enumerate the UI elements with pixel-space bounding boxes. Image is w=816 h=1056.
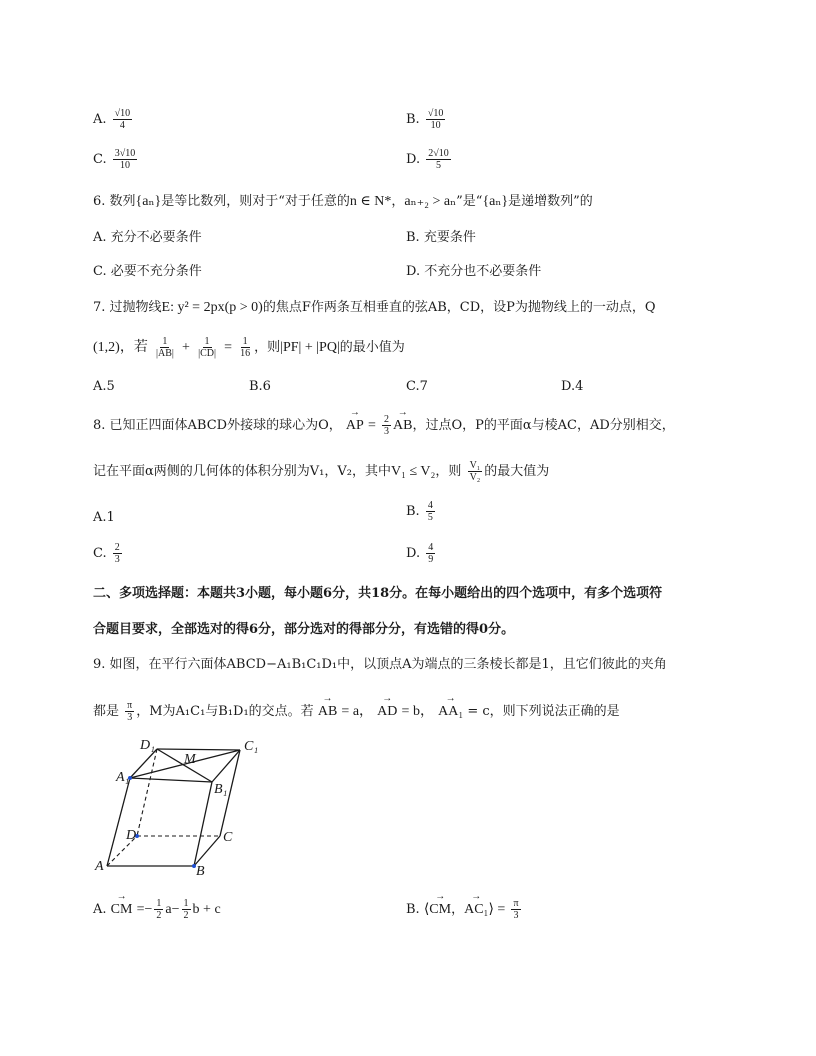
text: ，则 xyxy=(254,340,281,355)
fraction xyxy=(182,898,191,921)
q6-option-a: A. 充分不必要条件 xyxy=(93,230,202,245)
option-label: C. xyxy=(93,546,107,561)
text: ， xyxy=(391,194,405,209)
fraction xyxy=(196,336,218,359)
q7-stem-line1 xyxy=(93,300,656,317)
vector: → AA₁ xyxy=(438,704,463,721)
option-label: D. xyxy=(406,546,421,561)
fraction xyxy=(154,898,163,921)
edge-b-b1 xyxy=(194,782,212,866)
label-d1: D₁ xyxy=(140,738,155,753)
edge-b-c xyxy=(194,836,220,866)
vector: → CM xyxy=(429,902,451,919)
denominator: 10 xyxy=(120,160,131,171)
fraction xyxy=(154,336,176,359)
numerator: π xyxy=(513,898,519,909)
q8-stem-line1 xyxy=(93,414,675,437)
math: {aₙ} xyxy=(482,194,509,209)
denominator: 5 xyxy=(435,160,441,171)
parallelepiped-figure xyxy=(90,735,270,880)
fraction xyxy=(238,336,252,359)
fraction xyxy=(113,542,122,565)
label-d: D xyxy=(126,828,137,843)
numerator: 4 xyxy=(428,542,434,553)
option-label: C. xyxy=(93,152,107,167)
vector: → AP xyxy=(346,418,364,435)
option-label: B. xyxy=(406,504,420,519)
q6-option-b: B. 充要条件 xyxy=(406,230,476,245)
denominator: 3 xyxy=(127,712,133,723)
math: {aₙ} xyxy=(135,194,162,209)
math: b + c xyxy=(192,902,221,917)
option-label: A. xyxy=(93,902,107,917)
fraction xyxy=(125,700,134,723)
numerator: 1 xyxy=(242,336,248,347)
q6-option-d: D. 不充分也不必要条件 xyxy=(406,264,542,279)
denominator: |CD| xyxy=(198,348,216,359)
q5-option-c xyxy=(93,148,139,171)
operator: = xyxy=(367,418,376,433)
denominator: 4 xyxy=(119,120,125,131)
q8-stem-line2 xyxy=(93,460,549,483)
fraction xyxy=(426,148,451,171)
denominator: 3 xyxy=(114,554,120,565)
math: E: y² = 2px(p > 0) xyxy=(161,300,263,315)
q9-option-b xyxy=(406,898,523,921)
numerator: 1 xyxy=(156,898,162,909)
numerator: 2 xyxy=(114,542,120,553)
denominator: 3 xyxy=(513,910,519,921)
numerator: 1 xyxy=(162,336,168,347)
q7-option-c: C.7 xyxy=(406,379,428,394)
fraction xyxy=(426,500,435,523)
math: = a， xyxy=(341,704,374,719)
fraction xyxy=(113,108,133,131)
label-c: C xyxy=(223,830,233,845)
section-heading-line1: 二、多项选择题：本题共3小题，每小题6分，共18分。在每小题给出的四个选项中，有多个选项符 xyxy=(93,586,663,601)
denominator: 16 xyxy=(240,348,251,359)
edge-a1-d1 xyxy=(130,749,157,778)
q9-option-a xyxy=(93,898,221,921)
operator: ⟨ xyxy=(423,902,430,917)
text: ，则 xyxy=(435,464,462,479)
numerator: 1 xyxy=(183,898,189,909)
q5-option-a xyxy=(93,108,134,131)
option-label: B. xyxy=(406,112,420,127)
numerator: 1 xyxy=(204,336,210,347)
text: 是递增数列”的 xyxy=(508,194,593,209)
text: 7. 过抛物线 xyxy=(93,300,162,315)
numerator: 2√10 xyxy=(428,148,449,159)
fraction xyxy=(426,108,446,131)
q9-stem-line2 xyxy=(93,700,620,723)
operator: + xyxy=(182,340,190,355)
q7-option-b: B.6 xyxy=(249,379,271,394)
math: V₁ ≤ V₂ xyxy=(390,464,436,479)
fraction xyxy=(426,542,435,565)
denominator: 10 xyxy=(430,120,441,131)
text: = c，则下列说法正确的是 xyxy=(467,704,620,719)
label-b1: B₁ xyxy=(214,782,228,797)
text: 记在平面α两侧的几何体的体积分别为V₁，V₂，其中 xyxy=(93,464,391,479)
numerator: √10 xyxy=(427,108,444,119)
denominator: 2 xyxy=(156,910,162,921)
vector: → AB xyxy=(318,704,337,721)
math: aₙ₊₂ > aₙ xyxy=(404,194,457,209)
text: 的最小值为 xyxy=(339,340,405,355)
text: 6. 数列 xyxy=(93,194,136,209)
text: 都是 xyxy=(93,704,120,719)
q5-option-b xyxy=(406,108,447,131)
label-a: A xyxy=(95,859,104,874)
label-b: B xyxy=(196,864,205,879)
math: |PF| + |PQ| xyxy=(280,340,340,355)
q5-option-d xyxy=(406,148,453,171)
operator: = xyxy=(224,340,233,355)
math: = b， xyxy=(401,704,434,719)
section-heading-line2: 合题目要求，全部选对的得6分，部分选对的得部分分，有选错的得0分。 xyxy=(93,622,515,637)
text: 的焦点F作两条互相垂直的弦AB，CD，设P为抛物线上的一动点，Q xyxy=(262,300,656,315)
operator: − xyxy=(171,902,180,917)
edge-d1-c1 xyxy=(157,749,240,750)
text: 的最大值为 xyxy=(484,464,550,479)
vector: → AD xyxy=(377,704,397,721)
edge-a1-b1 xyxy=(130,778,212,782)
q8-option-c xyxy=(93,542,124,565)
q8-option-d xyxy=(406,542,437,565)
numerator: 4 xyxy=(427,500,433,511)
operator: ⟩ = xyxy=(488,902,506,917)
hidden-edge-d-d1 xyxy=(137,749,157,836)
text: 8. 已知正四面体ABCD外接球的球心为O， xyxy=(93,418,342,433)
denominator: 5 xyxy=(427,512,433,523)
text: ，过点O，P的平面α与棱AC，AD分别相交， xyxy=(412,418,675,433)
text: (1,2)，若 xyxy=(93,340,148,355)
denominator: |AB| xyxy=(155,348,174,359)
label-m: M xyxy=(184,752,196,767)
fraction xyxy=(511,898,520,921)
fraction xyxy=(468,460,483,483)
fraction xyxy=(382,414,391,437)
q9-stem-line1: 9. 如图，在平行六面体ABCD−A₁B₁C₁D₁中，以顶点A为端点的三条棱长都是1，且它们彼此的夹角 xyxy=(93,657,667,672)
denominator: 9 xyxy=(428,554,434,565)
numerator: π xyxy=(127,700,133,711)
text: 是等比数列，则对于“对于任意的 xyxy=(161,194,350,209)
q6-stem xyxy=(93,194,593,211)
option-label: B. xyxy=(406,902,420,917)
operator: = xyxy=(136,902,145,917)
denominator: 2 xyxy=(183,910,189,921)
q7-option-d: D.4 xyxy=(561,379,584,394)
q8-option-a: A.1 xyxy=(93,510,115,525)
vector: → AB xyxy=(393,418,412,435)
text: ，M为A₁C₁与B₁D₁的交点。若 xyxy=(136,704,314,719)
q7-option-a: A.5 xyxy=(93,379,115,394)
q8-option-b xyxy=(406,500,437,523)
math: n ∈ N* xyxy=(349,194,392,209)
q6-option-c: C. 必要不充分条件 xyxy=(93,264,202,279)
option-label: A. xyxy=(93,112,107,127)
numerator: √10 xyxy=(114,108,131,119)
edge-a-a1 xyxy=(107,778,130,866)
numerator: 2 xyxy=(383,414,389,425)
numerator: V₁ xyxy=(469,460,481,471)
denominator: V₂ xyxy=(469,472,481,483)
q7-stem-line2 xyxy=(93,336,405,359)
denominator: 3 xyxy=(383,426,389,437)
text: ， xyxy=(451,902,465,917)
math: a xyxy=(165,902,172,917)
option-label: D. xyxy=(406,152,421,167)
text: ”是“ xyxy=(456,194,483,209)
label-a1: A₁ xyxy=(116,770,130,785)
vector: → AC₁ xyxy=(464,902,488,919)
fraction xyxy=(113,148,138,171)
label-c1: C₁ xyxy=(244,739,259,754)
numerator: 3√10 xyxy=(114,148,136,159)
vector: → CM xyxy=(111,902,133,919)
operator: − xyxy=(144,902,153,917)
